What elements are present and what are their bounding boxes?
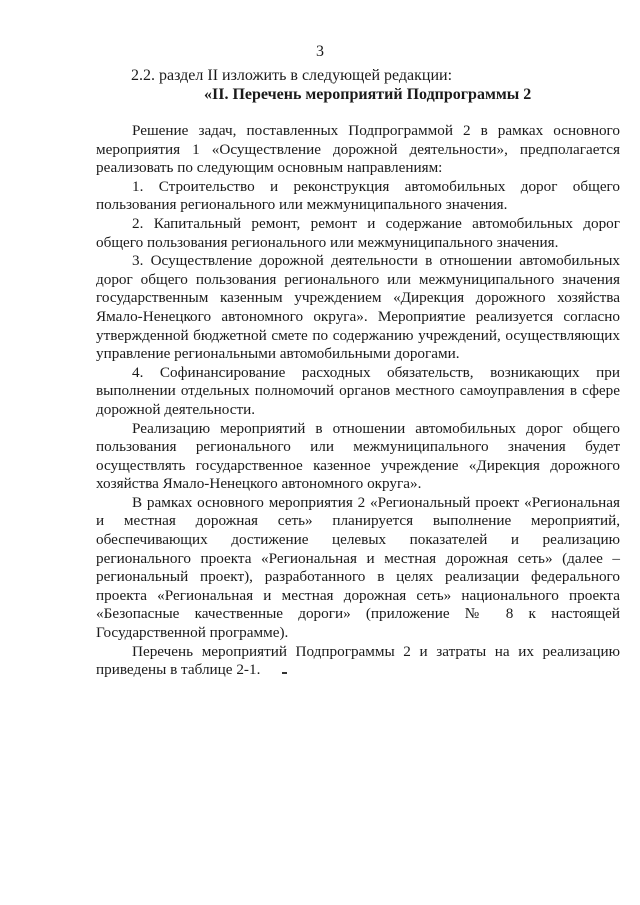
paragraph: В рамках основного мероприятия 2 «Региональный проект «Региональная и местная дорожная сеть» планируется выполнение мероприятий, обеспечивающих достижение целевых показателей и реализацию регионального проекта «Региональная и местная дорожная сеть» (далее – региональный проект), разработанного в целях реализации федерального проекта «Региональная и местная дорожная сеть» национального проекта «Безопасные качественные дороги» (приложение № 8 к настоящей Государственной программе). [96,493,620,642]
paragraph: Перечень мероприятий Подпрограммы 2 и затраты на их реализацию приведены в таблице 2-1. [96,642,620,679]
paragraph: Решение задач, поставленных Подпрограммой 2 в рамках основного мероприятия 1 «Осуществление дорожной деятельности», предполагается реализовать по следующим основным направлениям: [96,122,620,177]
paragraph: Реализацию мероприятий в отношении автомобильных дорог общего пользования регионального или межмуниципального значения будет осуществлять государственное казенное учреждение «Дирекция дорожного хозяйства Ямало-Ненецкого автономного округа». [96,419,620,493]
amendment-intro: 2.2. раздел II изложить в следующей редакции: [131,67,453,84]
paragraph: 1. Строительство и реконструкция автомобильных дорог общего пользования регионального или межмуниципального значения. [96,177,620,214]
paragraph: 4. Софинансирование расходных обязательств, возникающих при выполнении отдельных полномочий органов местного самоуправления в сфере дорожной деятельности. [96,363,620,418]
scan-mark [282,672,287,674]
paragraph: 3. Осуществление дорожной деятельности в отношении автомобильных дорог общего пользования регионального или межмуниципального значения государственным казенным учреждением «Дирекция дорожного хозяйства Ямало-Ненецкого автономного округа». Мероприятие реализуется согласно утвержденной бюджетной смете по содержанию учреждений, осуществляющих управление региональными автомобильными дорогами. [96,252,620,363]
page-number: 3 [316,43,324,60]
body-text [96,122,620,680]
paragraph: 2. Капитальный ремонт, ремонт и содержание автомобильных дорог общего пользования регионального или межмуниципального значения. [96,214,620,251]
section-heading: «II. Перечень мероприятий Подпрограммы 2 [204,86,532,103]
